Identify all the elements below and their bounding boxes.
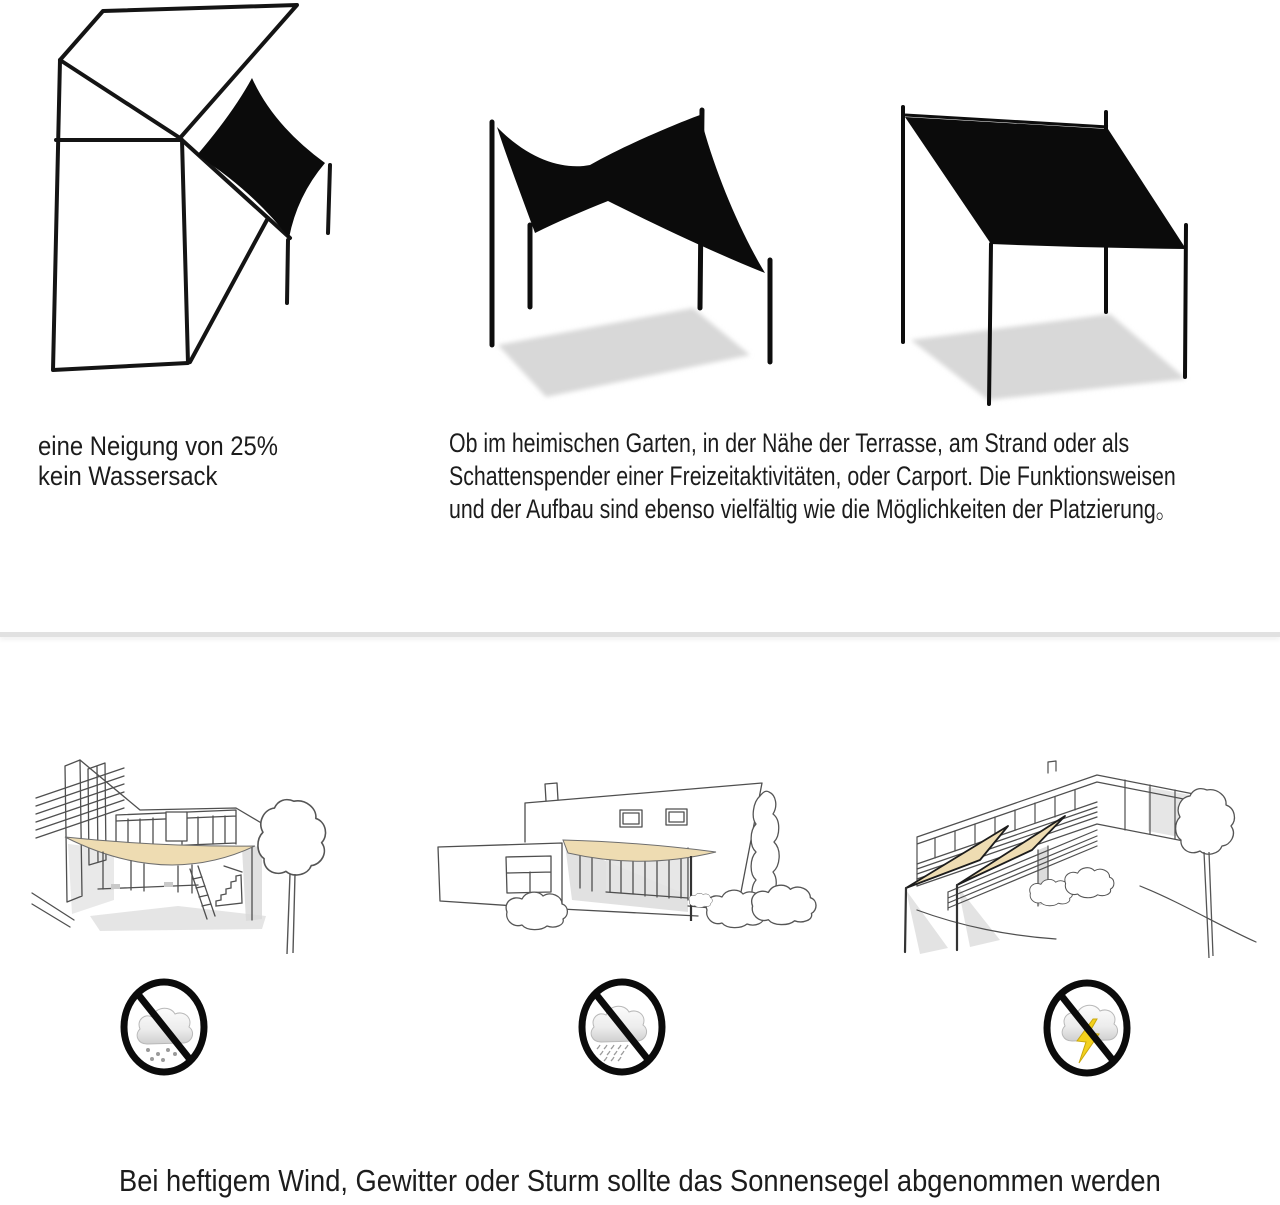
right-post — [328, 165, 330, 233]
terrace-lines — [32, 893, 74, 927]
stairs — [216, 875, 242, 906]
chimney — [545, 783, 558, 801]
no-snow-icon — [118, 978, 210, 1076]
storm-warning-text: Bei heftigem Wind, Gewitter oder Sturm sollte das Sonnensegel abgenommen werden — [119, 1163, 1161, 1198]
flat-roof-house-sketch — [430, 740, 830, 940]
sail-post — [905, 888, 906, 952]
ground-shadow — [911, 314, 1186, 400]
no-rain-icon — [576, 978, 668, 1076]
tree-canopy — [258, 800, 326, 875]
hill-line — [1140, 886, 1256, 942]
beam-block — [164, 882, 173, 887]
description-line: Schattenspender einer Freizeitaktivitäten, oder Carport. Die Funktionsweisen — [449, 461, 1176, 491]
description-line: Ob im heimischen Garten, in der Nähe der Terrasse, am Strand oder als — [449, 428, 1130, 458]
sail-shade — [906, 890, 948, 954]
black-sail — [905, 117, 1186, 249]
bush — [1065, 868, 1114, 898]
tree-trunk — [287, 874, 295, 954]
lower-band — [948, 830, 1097, 910]
courtyard-house-sketch — [28, 748, 358, 978]
tree-canopy — [1176, 789, 1235, 855]
snow-dots — [146, 1048, 177, 1062]
bush — [506, 892, 567, 929]
door-panel — [166, 812, 187, 841]
slope-caption — [38, 431, 305, 491]
tree-trunk — [1204, 852, 1213, 958]
chimney — [1048, 761, 1056, 773]
hillside-house-sketch — [860, 740, 1260, 970]
ground-shadow — [498, 308, 750, 397]
bottom-post — [287, 240, 288, 303]
caption-line: eine Neigung von 25% — [38, 431, 279, 461]
curved-sail-illustration — [470, 103, 790, 403]
section-divider — [0, 632, 1280, 637]
wall-mounted-sail-illustration — [45, 3, 345, 395]
beam-block — [111, 884, 120, 889]
slanted-sail-illustration — [858, 85, 1258, 410]
description-line: und der Aufbau sind ebenso vielfältig wie die Möglichkeiten der Platzierung。 — [449, 494, 1178, 524]
guy-line — [190, 218, 268, 362]
black-sail — [497, 115, 765, 273]
no-thunderstorm-icon — [1041, 979, 1133, 1077]
small-bush — [689, 893, 712, 907]
rain-marks — [597, 1045, 628, 1061]
description-paragraph — [449, 427, 1280, 526]
wing-window — [506, 856, 551, 893]
caption-line: kein Wassersack — [38, 461, 218, 491]
bush — [752, 885, 816, 924]
stair-rail — [224, 866, 242, 872]
tree — [258, 800, 326, 954]
structure-front-face — [53, 60, 188, 370]
ground-shade — [90, 906, 266, 931]
